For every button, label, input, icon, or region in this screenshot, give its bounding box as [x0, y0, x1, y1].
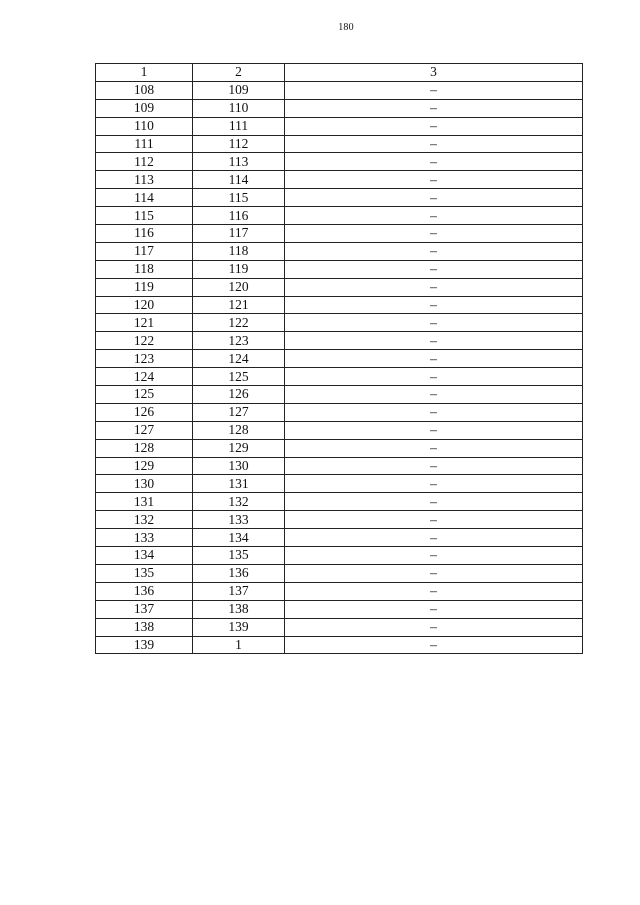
table-cell-col-3: –: [285, 618, 583, 636]
table-cell-col-1: 114: [96, 189, 193, 207]
table-cell-col-3: –: [285, 242, 583, 260]
table-cell-col-1: 120: [96, 296, 193, 314]
table-cell-col-2: 113: [193, 153, 285, 171]
table-cell-col-1: 130: [96, 475, 193, 493]
header-row: [96, 64, 583, 82]
table-cell-col-3: –: [285, 260, 583, 278]
table-cell-col-1: 113: [96, 171, 193, 189]
table-row: [96, 618, 583, 636]
table-body: [96, 81, 583, 654]
table-row: [96, 386, 583, 404]
table-cell-col-1: 125: [96, 386, 193, 404]
table-cell-col-2: 117: [193, 225, 285, 243]
table-cell-col-2: 136: [193, 564, 285, 582]
table-cell-col-3: –: [285, 81, 583, 99]
table-cell-col-2: 131: [193, 475, 285, 493]
table-cell-col-2: 126: [193, 386, 285, 404]
table-cell-col-2: 137: [193, 582, 285, 600]
table-row: [96, 332, 583, 350]
table-cell-col-2: 125: [193, 368, 285, 386]
column-header-1: 1: [96, 64, 193, 82]
table-cell-col-2: 119: [193, 260, 285, 278]
table-cell-col-2: 138: [193, 600, 285, 618]
table-cell-col-3: –: [285, 475, 583, 493]
table-row: [96, 296, 583, 314]
table-cell-col-3: –: [285, 117, 583, 135]
table-cell-col-3: –: [285, 225, 583, 243]
table-cell-col-1: 122: [96, 332, 193, 350]
page-number: 180: [338, 22, 354, 33]
table-cell-col-3: –: [285, 600, 583, 618]
table-row: [96, 439, 583, 457]
table-row: [96, 153, 583, 171]
table-header: [96, 64, 583, 82]
table-row: [96, 117, 583, 135]
table-cell-col-1: 109: [96, 99, 193, 117]
table-cell-col-1: 108: [96, 81, 193, 99]
table-cell-col-1: 131: [96, 493, 193, 511]
table-cell-col-3: –: [285, 135, 583, 153]
table-row: [96, 260, 583, 278]
table-cell-col-1: 121: [96, 314, 193, 332]
table-cell-col-2: 132: [193, 493, 285, 511]
table-cell-col-1: 127: [96, 421, 193, 439]
table-cell-col-2: 112: [193, 135, 285, 153]
table-cell-col-3: –: [285, 511, 583, 529]
table-cell-col-3: –: [285, 582, 583, 600]
table-cell-col-1: 129: [96, 457, 193, 475]
table-cell-col-1: 118: [96, 260, 193, 278]
table-row: [96, 99, 583, 117]
table-cell-col-1: 124: [96, 368, 193, 386]
table-cell-col-3: –: [285, 314, 583, 332]
table-row: [96, 403, 583, 421]
table-cell-col-1: 137: [96, 600, 193, 618]
table-cell-col-1: 117: [96, 242, 193, 260]
table-cell-col-2: 127: [193, 403, 285, 421]
table-cell-col-3: –: [285, 439, 583, 457]
table-cell-col-2: 135: [193, 547, 285, 565]
table-cell-col-2: 115: [193, 189, 285, 207]
table-cell-col-2: 118: [193, 242, 285, 260]
table-cell-col-2: 124: [193, 350, 285, 368]
table-cell-col-3: –: [285, 171, 583, 189]
table-cell-col-3: –: [285, 332, 583, 350]
table-cell-col-2: 128: [193, 421, 285, 439]
table-cell-col-3: –: [285, 386, 583, 404]
table-row: [96, 171, 583, 189]
table-cell-col-2: 109: [193, 81, 285, 99]
table-cell-col-2: 122: [193, 314, 285, 332]
table-cell-col-3: –: [285, 529, 583, 547]
table-cell-col-3: –: [285, 636, 583, 654]
table-row: [96, 475, 583, 493]
table-row: [96, 242, 583, 260]
table-row: [96, 600, 583, 618]
table-cell-col-3: –: [285, 350, 583, 368]
table-row: [96, 314, 583, 332]
table-row: [96, 564, 583, 582]
table-cell-col-2: 129: [193, 439, 285, 457]
table-cell-col-3: –: [285, 421, 583, 439]
table-cell-col-3: –: [285, 296, 583, 314]
table-cell-col-2: 1: [193, 636, 285, 654]
table-row: [96, 350, 583, 368]
table-row: [96, 457, 583, 475]
table-row: [96, 278, 583, 296]
table-cell-col-3: –: [285, 403, 583, 421]
data-table: [95, 63, 583, 654]
table-cell-col-2: 114: [193, 171, 285, 189]
table-cell-col-1: 132: [96, 511, 193, 529]
table-row: [96, 511, 583, 529]
table-row: [96, 529, 583, 547]
table-cell-col-1: 111: [96, 135, 193, 153]
table-row: [96, 207, 583, 225]
table-cell-col-3: –: [285, 278, 583, 296]
table-row: [96, 81, 583, 99]
table-cell-col-1: 126: [96, 403, 193, 421]
table-cell-col-1: 115: [96, 207, 193, 225]
table-cell-col-3: –: [285, 189, 583, 207]
table-cell-col-3: –: [285, 547, 583, 565]
table-row: [96, 189, 583, 207]
table-cell-col-2: 133: [193, 511, 285, 529]
table-row: [96, 493, 583, 511]
column-header-3: 3: [285, 64, 583, 82]
table-cell-col-1: 110: [96, 117, 193, 135]
table-cell-col-3: –: [285, 457, 583, 475]
table-cell-col-3: –: [285, 99, 583, 117]
table-cell-col-2: 110: [193, 99, 285, 117]
table-cell-col-1: 135: [96, 564, 193, 582]
table-cell-col-2: 116: [193, 207, 285, 225]
table-cell-col-3: –: [285, 368, 583, 386]
table-cell-col-3: –: [285, 153, 583, 171]
table-cell-col-2: 134: [193, 529, 285, 547]
table-cell-col-2: 121: [193, 296, 285, 314]
table-row: [96, 547, 583, 565]
table-cell-col-1: 116: [96, 225, 193, 243]
table-cell-col-1: 119: [96, 278, 193, 296]
table-cell-col-1: 112: [96, 153, 193, 171]
table-cell-col-2: 123: [193, 332, 285, 350]
table-cell-col-2: 120: [193, 278, 285, 296]
table-cell-col-1: 134: [96, 547, 193, 565]
table-row: [96, 421, 583, 439]
table-cell-col-2: 111: [193, 117, 285, 135]
table-cell-col-1: 136: [96, 582, 193, 600]
table-row: [96, 582, 583, 600]
column-header-2: 2: [193, 64, 285, 82]
table-row: [96, 225, 583, 243]
table-cell-col-2: 130: [193, 457, 285, 475]
table-cell-col-3: –: [285, 564, 583, 582]
table-cell-col-3: –: [285, 207, 583, 225]
table-cell-col-1: 123: [96, 350, 193, 368]
table-cell-col-1: 133: [96, 529, 193, 547]
table-cell-col-1: 128: [96, 439, 193, 457]
table-row: [96, 368, 583, 386]
table-cell-col-1: 138: [96, 618, 193, 636]
table-row: [96, 135, 583, 153]
table-cell-col-2: 139: [193, 618, 285, 636]
table-cell-col-3: –: [285, 493, 583, 511]
table-cell-col-1: 139: [96, 636, 193, 654]
table-row: [96, 636, 583, 654]
